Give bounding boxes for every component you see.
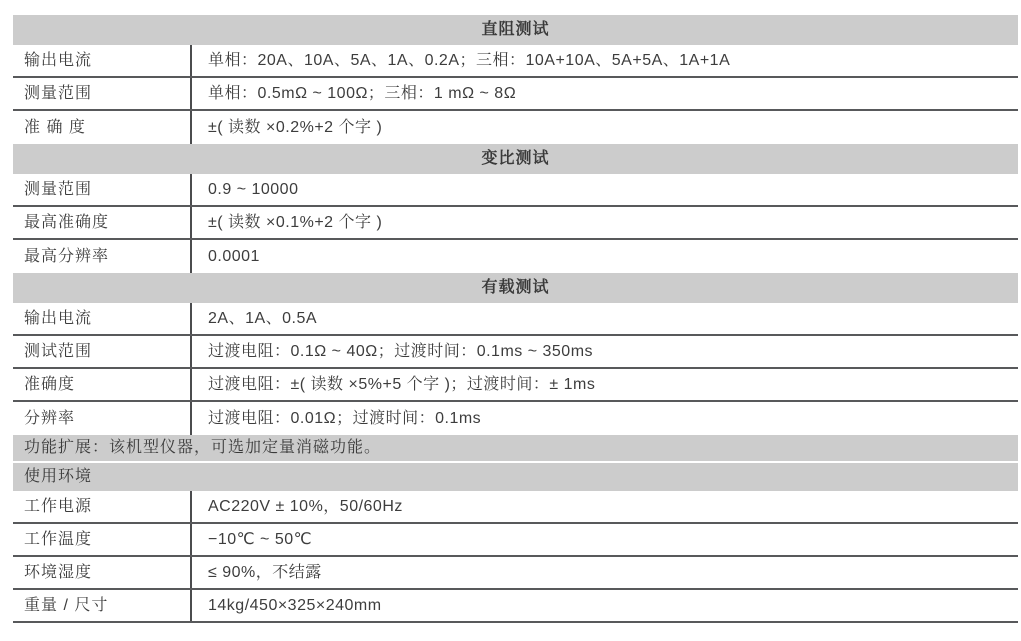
section-header-operating-environment — [13, 463, 1018, 491]
function-extension-note: 功能扩展：该机型仪器，可选加定量消磁功能。 — [24, 439, 382, 456]
spec-label: 环境湿度 — [24, 563, 93, 581]
spec-label: 工作电源 — [24, 497, 93, 515]
section-header-dc-resistance-test — [13, 15, 1018, 45]
section-header-label: 直阻测试 — [481, 21, 550, 38]
section-header-ratio-test — [13, 144, 1018, 174]
table-row — [13, 45, 1018, 78]
section-header-label: 变比测试 — [481, 150, 550, 167]
table-row — [13, 524, 1018, 557]
spec-value: ±( 读数 ×0.2%+2 个字 ) — [190, 111, 1018, 144]
table-row — [13, 491, 1018, 524]
function-extension-note-row — [13, 435, 1018, 463]
spec-label: 重量 / 尺寸 — [24, 596, 109, 614]
spec-value: 过渡电阻：0.1Ω ~ 40Ω；过渡时间：0.1ms ~ 350ms — [190, 336, 1018, 367]
spec-value: 过渡电阻：0.01Ω；过渡时间：0.1ms — [190, 402, 1018, 435]
spec-label: 最高分辨率 — [24, 247, 110, 265]
spec-label: 测试范围 — [24, 342, 93, 360]
table-row — [13, 369, 1018, 402]
spec-value: 单相：0.5mΩ ~ 100Ω；三相：1 mΩ ~ 8Ω — [190, 78, 1018, 109]
spec-value: 过渡电阻：±( 读数 ×5%+5 个字 )；过渡时间：± 1ms — [190, 369, 1018, 400]
spec-value: −10℃ ~ 50℃ — [190, 524, 1018, 555]
spec-label: 测量范围 — [24, 180, 93, 198]
table-row — [13, 557, 1018, 590]
spec-label: 工作温度 — [24, 530, 93, 548]
spec-value: 14kg/450×325×240mm — [190, 590, 1018, 621]
section-header-label: 有载测试 — [481, 279, 550, 296]
spec-value: AC220V ± 10%，50/60Hz — [190, 491, 1018, 522]
table-row — [13, 402, 1018, 435]
table-row — [13, 207, 1018, 240]
spec-label: 准 确 度 — [24, 118, 86, 136]
table-row — [13, 240, 1018, 273]
spec-label: 输出电流 — [24, 309, 93, 327]
spec-label: 最高准确度 — [24, 213, 110, 231]
spec-value: 0.9 ~ 10000 — [190, 174, 1018, 205]
table-row — [13, 78, 1018, 111]
table-row — [13, 303, 1018, 336]
table-row — [13, 111, 1018, 144]
table-row — [13, 336, 1018, 369]
table-row — [13, 174, 1018, 207]
spec-label: 输出电流 — [24, 51, 93, 69]
spec-value: 单相：20A、10A、5A、1A、0.2A；三相：10A+10A、5A+5A、1A+1A — [190, 45, 1018, 76]
spec-value: ±( 读数 ×0.1%+2 个字 ) — [190, 207, 1018, 238]
spec-value: ≤ 90%，不结露 — [190, 557, 1018, 588]
table-row — [13, 590, 1018, 623]
spec-value: 0.0001 — [190, 240, 1018, 273]
spec-value: 2A、1A、0.5A — [190, 303, 1018, 334]
section-header-label: 使用环境 — [24, 468, 93, 485]
specification-table — [13, 15, 1018, 623]
spec-label: 准确度 — [24, 375, 76, 393]
section-header-on-load-test — [13, 273, 1018, 303]
spec-label: 分辨率 — [24, 409, 76, 427]
spec-label: 测量范围 — [24, 84, 93, 102]
